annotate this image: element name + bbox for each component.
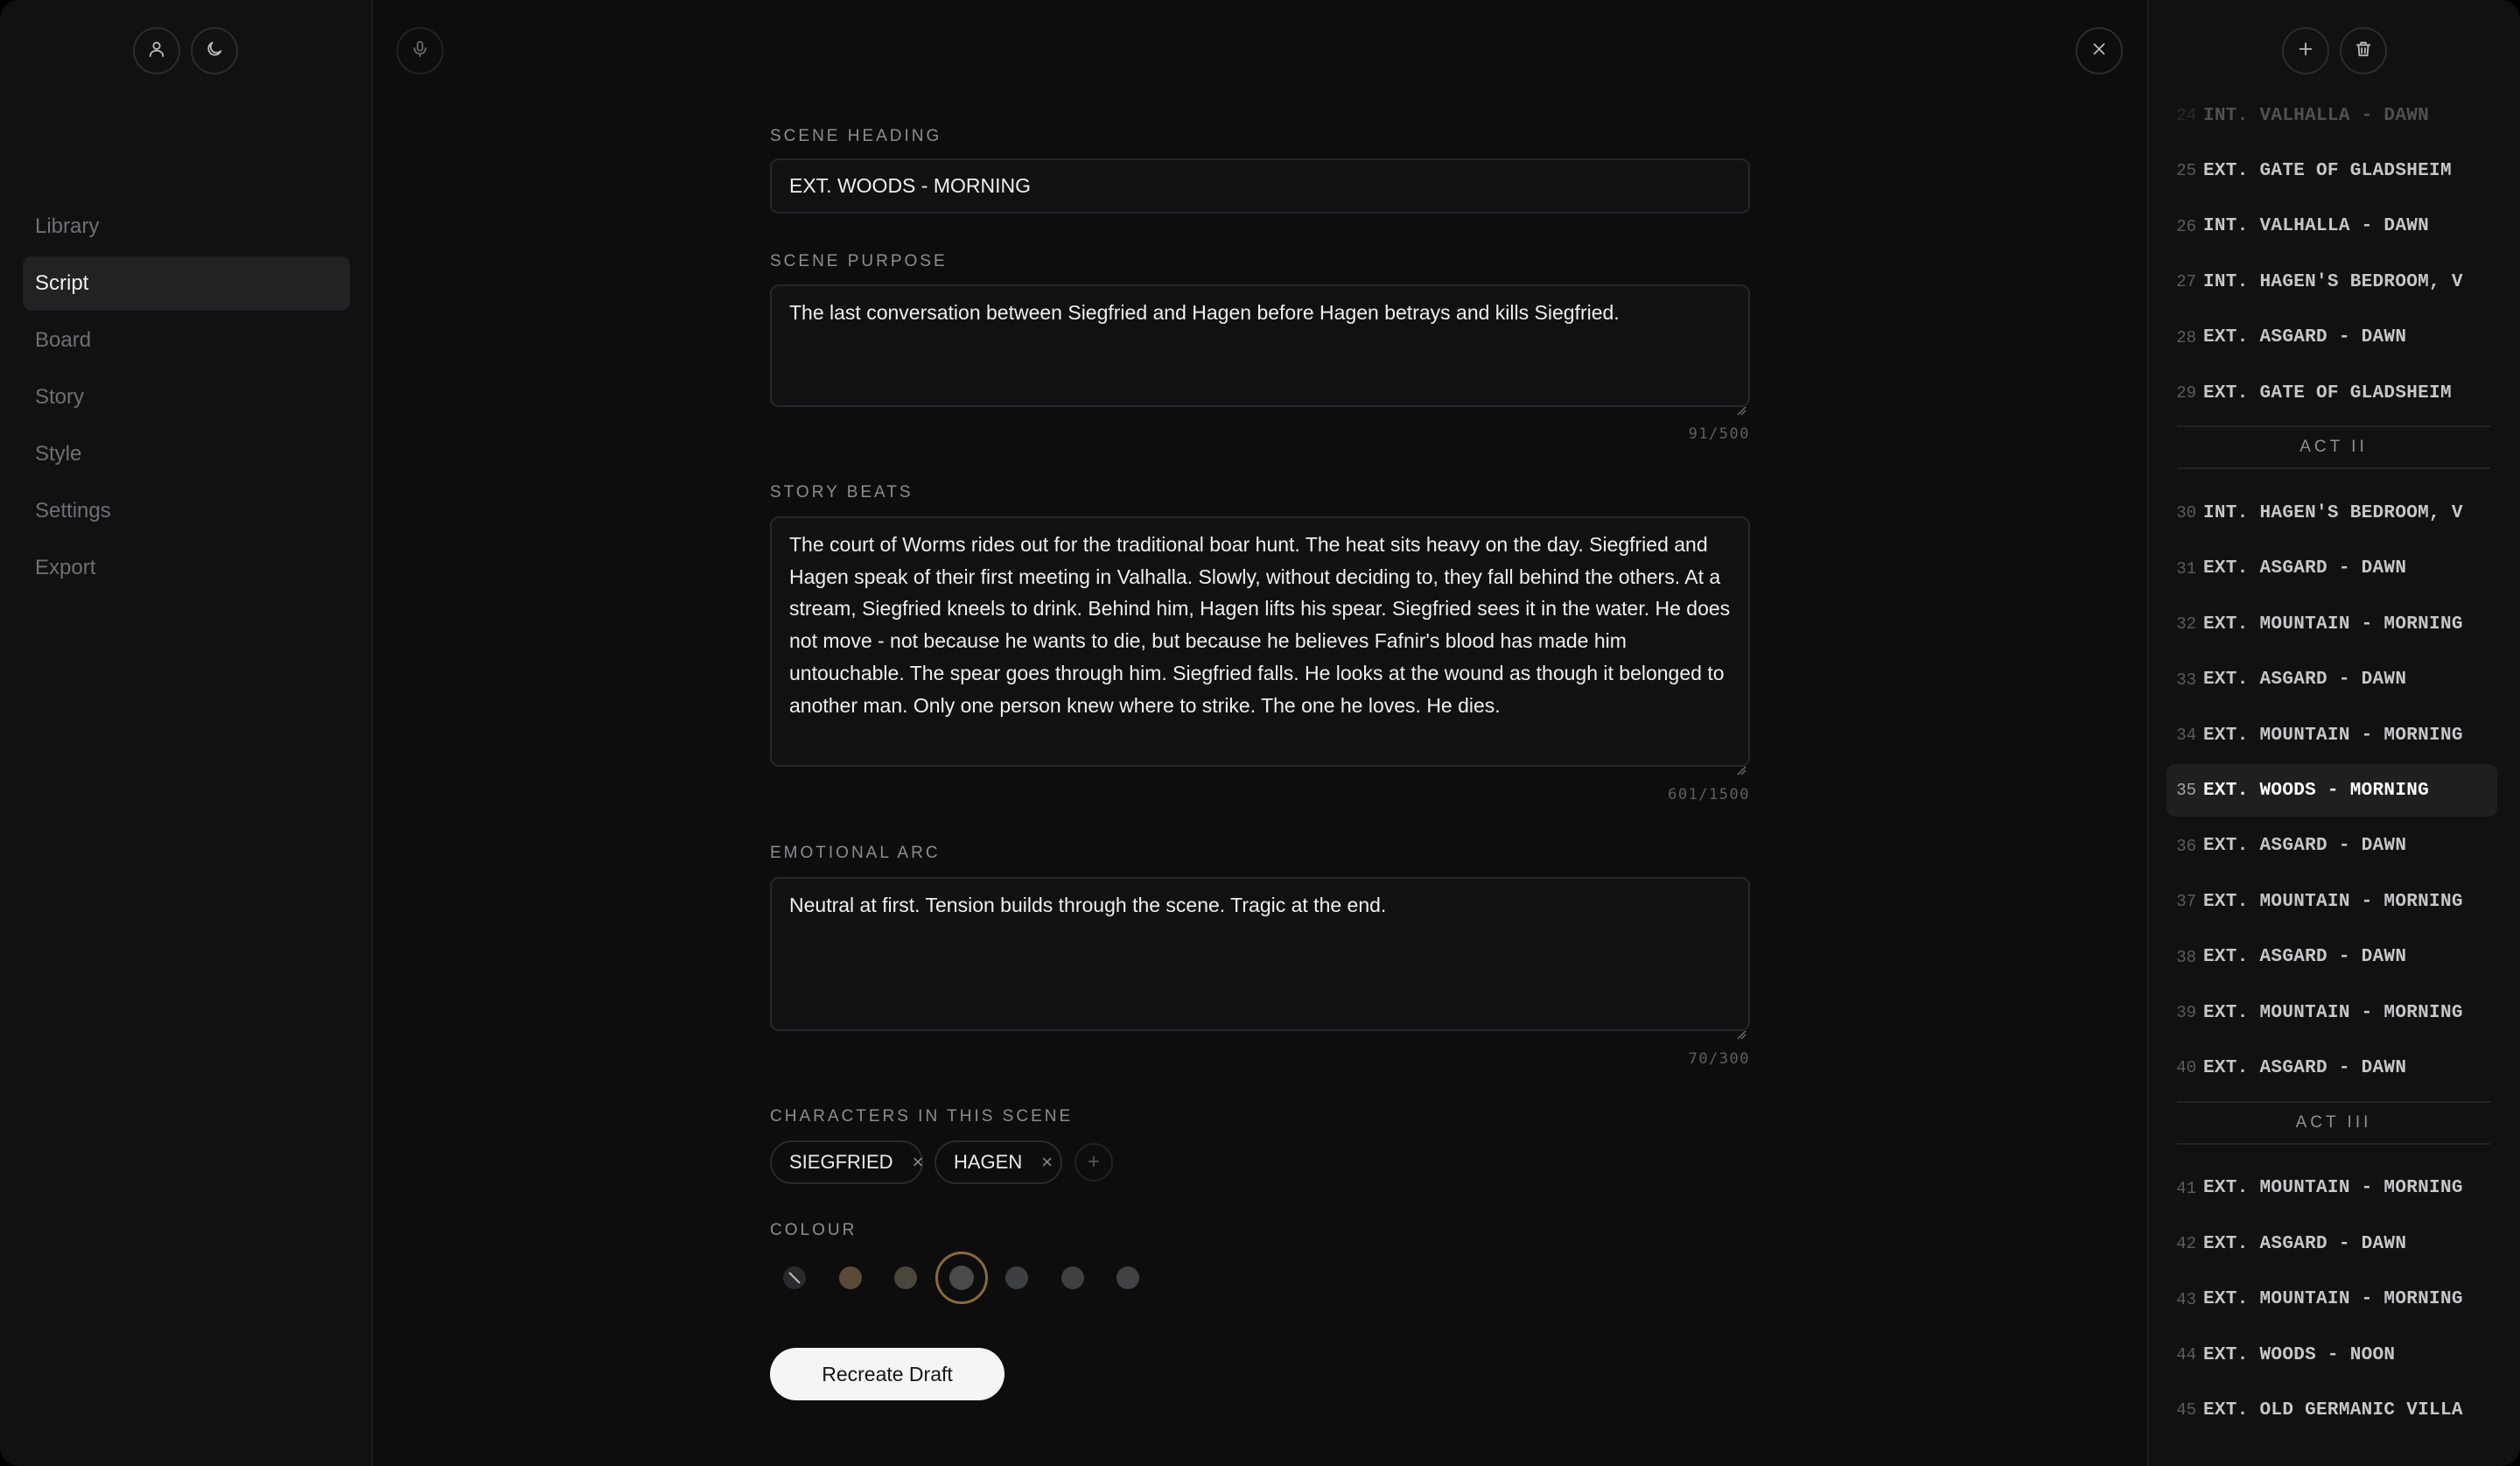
scene-heading-input[interactable] bbox=[770, 158, 1750, 214]
scene-number: 41 bbox=[2176, 1178, 2196, 1198]
microphone-icon bbox=[410, 39, 430, 63]
nav-item-story[interactable]: Story bbox=[35, 385, 85, 409]
scene-number: 35 bbox=[2176, 781, 2196, 801]
scene-number: 29 bbox=[2176, 383, 2196, 403]
scene-title: EXT. WOODS - NOON bbox=[2203, 1344, 2396, 1365]
scene-list-item[interactable] bbox=[2166, 312, 2497, 364]
moon-icon bbox=[205, 39, 224, 63]
plus-icon: + bbox=[1087, 1150, 1100, 1174]
scene-number: 34 bbox=[2176, 726, 2196, 745]
no-colour-icon bbox=[783, 1266, 806, 1289]
scene-number: 45 bbox=[2176, 1400, 2196, 1420]
main-nav bbox=[23, 200, 350, 598]
add-character-button[interactable] bbox=[1074, 1143, 1113, 1182]
scene-purpose-value: The last conversation between Siegfried and Hagen before Hagen betrays and kills Siegfried. bbox=[789, 301, 1620, 324]
scene-heading-label: SCENE HEADING bbox=[770, 127, 942, 145]
character-chip-name: SIEGFRIED bbox=[789, 1151, 893, 1173]
scene-list-item[interactable] bbox=[2166, 1329, 2497, 1381]
scene-title: EXT. ASGARD - DAWN bbox=[2203, 947, 2407, 968]
remove-chip-icon[interactable]: × bbox=[912, 1151, 924, 1173]
scene-title: EXT. MOUNTAIN - MORNING bbox=[2203, 614, 2463, 635]
scene-title: EXT. ASGARD - DAWN bbox=[2203, 670, 2407, 691]
scene-title: EXT. ASGARD - DAWN bbox=[2203, 558, 2407, 579]
scene-number: 32 bbox=[2176, 614, 2196, 635]
scene-title: EXT. ASGARD - DAWN bbox=[2203, 327, 2407, 348]
scene-number: 37 bbox=[2176, 892, 2196, 912]
scene-editor bbox=[374, 0, 2146, 1466]
scene-title: INT. HAGEN'S BEDROOM, V bbox=[2203, 502, 2463, 523]
colour-swatch-graphite[interactable] bbox=[1116, 1266, 1139, 1289]
scene-list-item[interactable] bbox=[2166, 598, 2497, 650]
recreate-draft-button[interactable]: Recreate Draft bbox=[770, 1348, 1004, 1400]
scene-list-item[interactable] bbox=[2166, 709, 2497, 761]
resize-grip-icon[interactable] bbox=[1736, 1017, 1746, 1028]
theme-toggle-button[interactable] bbox=[191, 27, 238, 74]
scene-number: 39 bbox=[2176, 1003, 2196, 1022]
nav-item-settings[interactable]: Settings bbox=[35, 499, 111, 523]
scene-title: EXT. ASGARD - DAWN bbox=[2203, 1233, 2407, 1254]
scene-list-item[interactable] bbox=[2166, 144, 2497, 197]
story-beats-label: STORY BEATS bbox=[770, 483, 914, 502]
scene-title: EXT. MOUNTAIN - MORNING bbox=[2203, 1178, 2463, 1199]
scene-number: 33 bbox=[2176, 670, 2196, 690]
emotional-arc-value: Neutral at first. Tension builds through the scene. Tragic at the end. bbox=[789, 894, 1387, 916]
scene-title: EXT. MOUNTAIN - MORNING bbox=[2203, 891, 2463, 912]
colour-swatch-brown[interactable] bbox=[839, 1266, 862, 1289]
add-scene-button[interactable] bbox=[2282, 27, 2329, 74]
scene-title: EXT. MOUNTAIN - MORNING bbox=[2203, 1002, 2463, 1023]
emotional-arc-textarea[interactable] bbox=[770, 877, 1750, 1031]
scene-list-item[interactable] bbox=[2166, 1042, 2497, 1094]
remove-chip-icon[interactable]: × bbox=[1041, 1151, 1054, 1173]
scene-list-item[interactable] bbox=[2166, 1273, 2497, 1326]
scene-list-sidebar bbox=[2147, 0, 2520, 1466]
scene-list-item[interactable] bbox=[2166, 487, 2497, 539]
scene-title: EXT. ASGARD - DAWN bbox=[2203, 1057, 2407, 1078]
scene-number: 38 bbox=[2176, 947, 2196, 967]
characters-label: CHARACTERS IN THIS SCENE bbox=[770, 1107, 1074, 1126]
scene-title: EXT. WOODS - MORNING bbox=[2203, 780, 2430, 801]
scene-number: 40 bbox=[2176, 1058, 2196, 1078]
colour-label: COLOUR bbox=[770, 1221, 858, 1239]
scene-title: INT. HAGEN'S BEDROOM, V bbox=[2203, 271, 2463, 292]
nav-item-style[interactable]: Style bbox=[35, 442, 82, 466]
nav-item-library[interactable]: Library bbox=[35, 214, 100, 238]
scene-purpose-textarea[interactable] bbox=[770, 284, 1750, 407]
scene-purpose-label: SCENE PURPOSE bbox=[770, 252, 948, 270]
trash-icon bbox=[2354, 39, 2373, 63]
scene-number: 43 bbox=[2176, 1289, 2196, 1309]
story-beats-value: The court of Worms rides out for the traditional boar hunt. The heat sits heavy on the day. Siegfried and Hagen speak of their first meeting in Valhalla. Slowly, without deciding to, they fall behind the others. At a stream, Siegfried kneels to drink. Behind him, Hagen lifts his spear. Siegfried sees it in the water. He does not move - not because he wants to die, but because he believes Fafnir's blood has made him untouchable. The spear goes through him. Siegfried falls. He looks at the wound as though it belonged to another man. Only one person knew where to strike. The one he loves. He dies. bbox=[789, 533, 1731, 717]
scene-title: INT. VALHALLA - DAWN bbox=[2203, 105, 2430, 126]
scene-list-item[interactable] bbox=[2166, 543, 2497, 595]
scene-list-item[interactable] bbox=[2166, 89, 2497, 142]
scene-list-item[interactable] bbox=[2166, 200, 2497, 253]
colour-swatch-gray[interactable] bbox=[949, 1266, 974, 1290]
resize-grip-icon[interactable] bbox=[1736, 753, 1746, 763]
scene-list-item[interactable] bbox=[2166, 986, 2497, 1039]
story-beats-textarea[interactable] bbox=[770, 516, 1750, 767]
scene-number: 36 bbox=[2176, 836, 2196, 856]
act-divider: ACT II bbox=[2177, 425, 2490, 469]
emotional-arc-label: EMOTIONAL ARC bbox=[770, 844, 941, 862]
story-beats-counter: 601/1500 bbox=[1668, 786, 1750, 803]
nav-item-board[interactable]: Board bbox=[35, 328, 92, 352]
emotional-arc-counter: 70/300 bbox=[1688, 1050, 1750, 1068]
resize-grip-icon[interactable] bbox=[1736, 393, 1746, 403]
scene-number: 30 bbox=[2176, 503, 2196, 523]
scene-number: 27 bbox=[2176, 272, 2196, 292]
close-icon bbox=[2090, 39, 2109, 63]
scene-number: 31 bbox=[2176, 558, 2196, 579]
colour-swatch-slate[interactable] bbox=[1005, 1266, 1028, 1289]
scene-number: 26 bbox=[2176, 216, 2196, 236]
left-sidebar bbox=[0, 0, 373, 1466]
scene-list-item[interactable] bbox=[2166, 875, 2497, 928]
scene-title: EXT. MOUNTAIN - MORNING bbox=[2203, 725, 2463, 746]
scene-title: EXT. GATE OF GLADSHEIM bbox=[2203, 160, 2452, 181]
scene-list-item[interactable] bbox=[2166, 367, 2497, 419]
scene-title: EXT. MOUNTAIN - MORNING bbox=[2203, 1289, 2463, 1310]
scene-heading-value: EXT. WOODS - MORNING bbox=[789, 174, 1031, 198]
scene-number: 42 bbox=[2176, 1234, 2196, 1254]
character-chip[interactable] bbox=[934, 1140, 1062, 1184]
scene-list-item[interactable] bbox=[2166, 1162, 2497, 1215]
scene-list-item[interactable] bbox=[2166, 820, 2497, 873]
user-icon bbox=[147, 39, 166, 63]
voice-input-button[interactable] bbox=[396, 27, 444, 74]
scene-title: EXT. OLD GERMANIC VILLA bbox=[2203, 1399, 2463, 1420]
plus-icon bbox=[2296, 39, 2315, 63]
scene-list-item[interactable] bbox=[2166, 256, 2497, 308]
scene-title: EXT. GATE OF GLADSHEIM bbox=[2203, 382, 2452, 403]
delete-scene-button[interactable] bbox=[2340, 27, 2387, 74]
scene-number: 44 bbox=[2176, 1345, 2196, 1364]
scene-title: INT. VALHALLA - DAWN bbox=[2203, 216, 2430, 237]
scene-list-item[interactable] bbox=[2166, 931, 2497, 984]
profile-button[interactable] bbox=[133, 27, 180, 74]
act-divider: ACT III bbox=[2177, 1101, 2490, 1145]
scene-title: EXT. ASGARD - DAWN bbox=[2203, 836, 2407, 857]
scene-list-item[interactable] bbox=[2166, 1384, 2497, 1436]
colour-swatch-none[interactable] bbox=[783, 1266, 806, 1289]
scene-purpose-counter: 91/500 bbox=[1688, 425, 1750, 443]
colour-swatch-olive[interactable] bbox=[894, 1266, 917, 1289]
colour-swatch-charcoal[interactable] bbox=[1061, 1266, 1084, 1289]
scene-list-item[interactable] bbox=[2166, 654, 2497, 706]
scene-list-item[interactable] bbox=[2166, 764, 2497, 817]
scene-number: 28 bbox=[2176, 327, 2196, 347]
character-chip[interactable] bbox=[770, 1140, 923, 1184]
scene-number: 24 bbox=[2176, 106, 2196, 125]
nav-item-export[interactable]: Export bbox=[35, 556, 96, 579]
character-chip-name: HAGEN bbox=[954, 1151, 1023, 1173]
scene-number: 25 bbox=[2176, 161, 2196, 181]
scene-list-item[interactable] bbox=[2166, 1217, 2497, 1270]
nav-item-script[interactable]: Script bbox=[23, 256, 350, 311]
close-button[interactable] bbox=[2076, 27, 2123, 74]
